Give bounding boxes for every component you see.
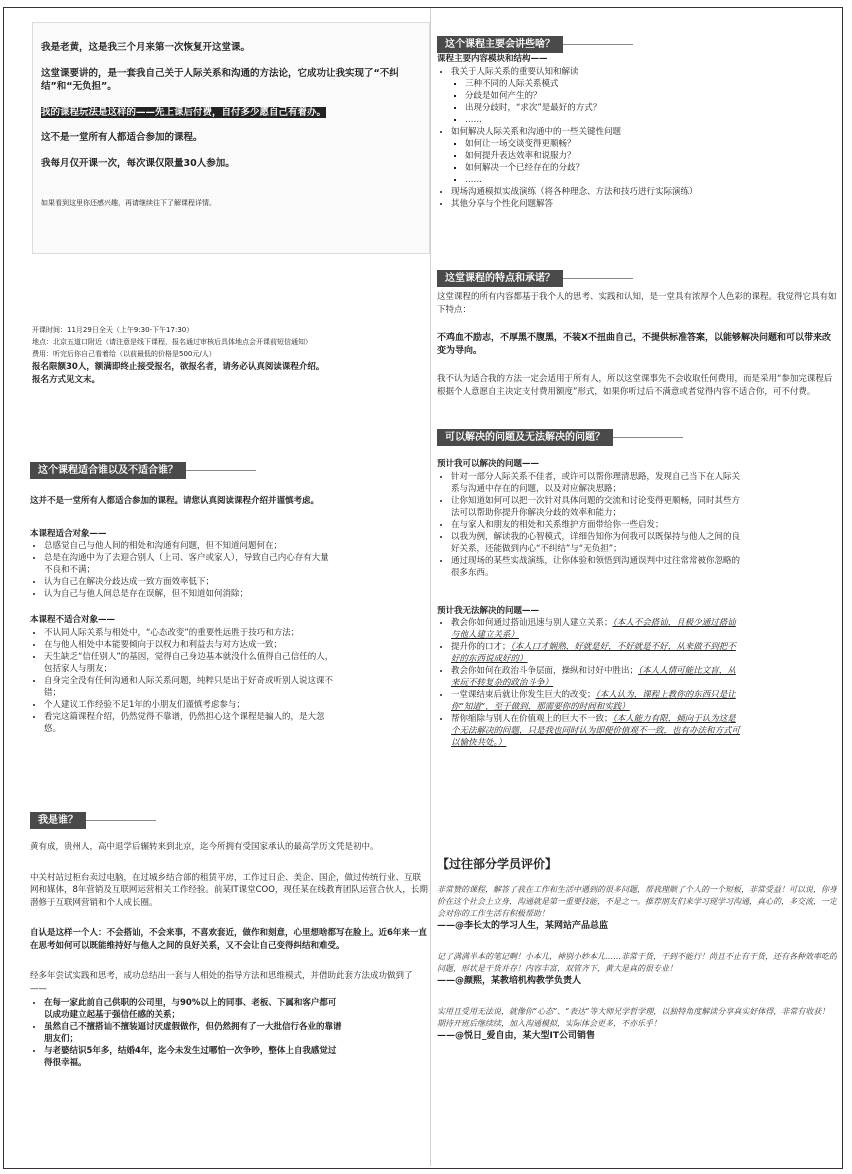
list-item: • 如何解决人际关系和沟通中的一些关键性问题 ▪ 如何让一场交谈变得更顺畅？ ▪ 如何提升表达效率和说服力？ ▪ 如何解决一个已经存在的分歧？ ▪ …… <box>451 126 741 186</box>
list-item: ▪ 如何让一场交谈变得更顺畅？ <box>465 138 741 150</box>
intro-note: 如果看到这里你还感兴趣，再请继续往下了解课程详情。 <box>41 199 216 207</box>
list-item: • 教会你如何通过搭讪迅速与别人建立关系；（本人不会搭讪，且极少通过搭讪与他人建立关系） <box>451 617 741 641</box>
review-author: ——@李长太的学习人生，某网站产品总监 <box>437 921 609 931</box>
features-p2: 不鸡血不励志，不厚黑不腹黑，不装X不扭曲自己，不提供标准答案，以能够解决问题和可以带来改变为导向。 <box>437 333 831 356</box>
logistics-block <box>32 325 428 395</box>
fit-title: 本课程适合对象—— <box>30 528 107 539</box>
course-fee: 费用：听完后你自己看着给（以前最低的价格是500元/人） <box>32 350 216 358</box>
list-item: ▪ …… <box>465 174 741 186</box>
unfit-list <box>30 627 334 735</box>
intro-line-3 <box>41 106 419 120</box>
list-item: • 提升你的口才；（本人口才娴熟，好就是好，不好就是不好，从来做不到把不好的东西说成好的） <box>451 641 741 665</box>
list-item: • 一堂课结束后就让你发生巨大的改变；（本人认为，课程上教你的东西只是让你“知道”，至于做到，那需要你的时间和实践） <box>451 689 741 713</box>
list-item: ▪ …… <box>465 114 741 126</box>
list-item: • 帮你缩除与别人在价值观上的巨大不一致；（本人能力有限，倾向于认为这是个无法解决的问题，只是我也同时认为即便价值观不一致，也有办法和方式可以愉快共处。） <box>451 713 741 749</box>
list-item: • 在与家人和朋友的相处和关系维护方面带给你一些启发； <box>451 519 741 531</box>
can-solve-list <box>437 471 741 579</box>
list-item: • 总感觉自己与他人间的相处和沟通有问题，但不知道问题何在； <box>44 540 334 552</box>
list-item: • 个人建议工作经验不足1年的小朋友们谨慎考虑参与； <box>44 699 334 711</box>
list-item: • 总是在沟通中为了去迎合别人（上司、客户或家人），导致自己内心存有大量不良和不满； <box>44 552 334 576</box>
intro-box <box>32 22 430 254</box>
about-me-section <box>30 808 428 1166</box>
intro-line-1: 我是老黄，这是我三个月来第一次恢复开这堂课。 <box>41 42 251 53</box>
list-item: • 不认同人际关系与相处中，“心态改变”的重要性远胜于技巧和方法； <box>44 627 334 639</box>
intro-line-5: 我每月仅开课一次，每次课仅限量30人参加。 <box>41 157 235 169</box>
intro-line-2: 这堂课要讲的，是一套我自己关于人际关系和沟通的方法论，它成功让我实现了“不纠结”和“无负担”。 <box>41 67 399 92</box>
list-item: • 认为自己在解决分歧达成一致方面效率低下； <box>44 576 334 588</box>
content-list <box>437 66 741 210</box>
list-item: ▪ 出现分歧时，“求次”是最好的方式？ <box>465 102 741 114</box>
list-item: ▪ 三种不同的人际关系模式 <box>465 78 741 90</box>
features-section <box>437 266 837 418</box>
review-quote: 实用且受用无法说，就像你“心态”、“表达”等大师兄学哲学理，以独特角度解读分享真实好体得，非常有收获！期待开班后继续续，加入沟通模拟，实际体会更多，不亦乐乎！ <box>437 1007 830 1028</box>
review-quote: 记了满满半本的笔记啊！小本儿，神别小妙本儿……非常干货，干到不能行！尚且不止有干货，还有各种效率吃的问题，形状是干货并存！内容丰富，双管齐下，黄大是真的很专业！ <box>437 952 837 973</box>
list-item: • 通过现场的某些实战演练，让你体验和领悟到沟通误判中过往常常被你忽略的很多东西。 <box>451 555 741 579</box>
column-divider <box>430 8 431 1166</box>
intro-highlight: 我的课程玩法是这样的——先上课后付费，自付多少愿自己有着办。 <box>41 106 327 118</box>
course-place: 地点：北京五道口附近（请注意是线下课程，报名通过审核后具体地点会开课前短信通知） <box>32 338 312 346</box>
list-item: • 让你知道如何可以把一次针对具体问题的交流和讨论变得更顺畅，同时其些方法可以帮助你提升你解决分歧的效率和能力； <box>451 495 741 519</box>
features-p3: 我不认为适合我的方法一定会适用于所有人，所以这堂课事先不会收取任何费用，而是采用“参加完课程后根据个人意愿自主决定支付费用额度”形式，如果你听过后不满意或者觉得内容不适合你，可不付费。 <box>437 374 833 397</box>
about-p4: 经多年尝试实践和思考，成功总结出一套与人相处的指导方法和思维模式，并借助此套方法成功做到了—— <box>30 971 413 994</box>
list-item: • 虽然自己不擅搭讪不擅装逼讨厌虚假做作，但仍然拥有了一大批信行各业的靠谱朋友们； <box>44 1021 344 1045</box>
list-item: • 以我为例，解读我的心智模式，详细告知你为何我可以既保持与他人之间的良好关系，还能做到内心“不纠结”与“无负担”； <box>451 531 741 555</box>
list-item: ▪ 如何提升表达效率和说服力？ <box>465 150 741 162</box>
features-header: 这堂课程的特点和承诺？ <box>437 270 563 287</box>
list-item: • 其他分享与个性化问题解答 <box>451 198 741 210</box>
list-item: • 看完这篇课程介绍，仍然觉得不靠谱，仍然担心这个课程是骗人的，是大忽悠。 <box>44 711 334 735</box>
list-item: • 针对一部分人际关系不佳者，或许可以帮你理清思路，发现自己当下在人际关系与沟通中存在的问题，以及对应解决思路； <box>451 471 741 495</box>
suitability-header: 这个课程适合谁以及不适合谁？ <box>30 462 186 479</box>
review-quote: 非常赞的课程，解答了我在工作和生活中遇到的很多问题，帮我理顺了个人的一个短板，非常受益！可以说，你身价在这个社会上立身，沟通就是第一重要技能，不是之一。推荐朋友们来学习现学习沟通，真心的，多交流，一定会对你的工作生活有积极帮助！ <box>437 885 837 918</box>
list-item: • 教会你如何在政治斗争层面，操纵和讨好中胜出；（本人人情可能比文盲，从来玩不转复杂的政治斗争） <box>451 665 741 689</box>
list-item: • 天生缺乏“信任别人”的基因，觉得自己身边基本就没什么值得自己信任的人，包括家人与朋友； <box>44 651 334 675</box>
cannot-solve-title: 预计我无法解决的问题—— <box>437 605 540 616</box>
list-item: • 自身完全没有任何沟通和人际关系问题，纯粹只是出于好奇或听别人说这课不错； <box>44 675 334 699</box>
content-subtitle: 课程主要内容模块和结构—— <box>437 54 548 64</box>
reviews-section <box>437 855 837 1155</box>
suitability-warning: 这并不是一堂所有人都适合参加的课程。请您认真阅读课程介绍并谨慎考虑。 <box>30 496 320 506</box>
list-item: • 在每一家此前自己供职的公司里，与90%以上的同事、老板、下属和客户都可以成功建立起基于强信任感的关系； <box>44 997 344 1021</box>
problems-header: 可以解决的问题及无法解决的问题？ <box>437 429 613 446</box>
review-author: ——@悦日_爱自由，某大型IT公司销售 <box>437 1031 595 1041</box>
unfit-title: 本课程不适合对象—— <box>30 615 116 625</box>
list-item: • 在与他人相处中本能要倾向于以权力和利益去与对方达成一致； <box>44 639 334 651</box>
list-item: • 认为自己与他人间总是存在误解，但不知道如何消除； <box>44 588 334 600</box>
about-p3: 自认是这样一个人：不会搭讪，不会来事，不喜欢套近，做作和刻意，心里想啥都写在脸上。近6年来一直在思考如何可以既能维持好与他人之间的良好关系，又不会让自己变得纠结和难受。 <box>30 928 427 951</box>
review-author: ——@颜熙，某教培机构教学负责人 <box>437 976 582 986</box>
content-section <box>437 32 835 260</box>
about-p2: 中关村站过柜台卖过电脑，在过城乡结合部的租赁平房，工作过日企、美企、国企，做过传统行业、互联网和媒体，8年营销及互联网运营相关工作经验。前某IT课堂COO，现任某在线教育团队运营合伙人，长期潜修于互联网营销和个人成长圈。 <box>30 872 428 908</box>
can-solve-title: 预计我可以解决的问题—— <box>437 459 540 469</box>
problems-section <box>437 425 835 835</box>
reviews-header: 【过往部分学员评价】 <box>437 857 558 871</box>
signup-method: 报名方式见文末。 <box>32 374 101 385</box>
course-limit: 报名限额30人，额满即终止接受报名，欲报名者，请务必认真阅读课程介绍。 <box>32 362 325 372</box>
fit-list <box>30 540 334 600</box>
features-p1: 这堂课程的所有内容都基于我个人的思考、实践和认知，是一堂具有浓厚个人色彩的课程。我觉得它具有如下特点： <box>437 292 837 315</box>
list-item: ▪ 分歧是如何产生的？ <box>465 90 741 102</box>
list-item: • 与老婆结识5年多，结婚4年，迄今未发生过哪怕一次争吵，整体上自我感觉过得很幸福。 <box>44 1045 344 1069</box>
suitability-section <box>30 458 428 803</box>
list-item: ▪ 如何解决一个已经存在的分歧？ <box>465 162 741 174</box>
list-item: • 现场沟通模拟实战演练（将各种理念、方法和技巧进行实际演练） <box>451 186 741 198</box>
achievement-list <box>30 997 344 1069</box>
about-p1: 黄有成，贵州人，高中退学后辗转来到北京，迄今所拥有受国家承认的最高学历文凭是初中。 <box>30 842 379 852</box>
cannot-solve-list <box>437 617 741 749</box>
course-time: 开课时间：11月29日全天（上午9:30-下午17:30） <box>32 326 194 334</box>
about-me-header: 我是谁？ <box>30 812 86 829</box>
content-header: 这个课程主要会讲些啥？ <box>437 36 563 53</box>
list-item: • 我关于人际关系的重要认知和解读 ▪ 三种不同的人际关系模式 ▪ 分歧是如何产生的？ ▪ 出现分歧时，“求次”是最好的方式？ ▪ …… <box>451 66 741 126</box>
intro-line-4: 这不是一堂所有人都适合参加的课程。 <box>41 132 203 143</box>
